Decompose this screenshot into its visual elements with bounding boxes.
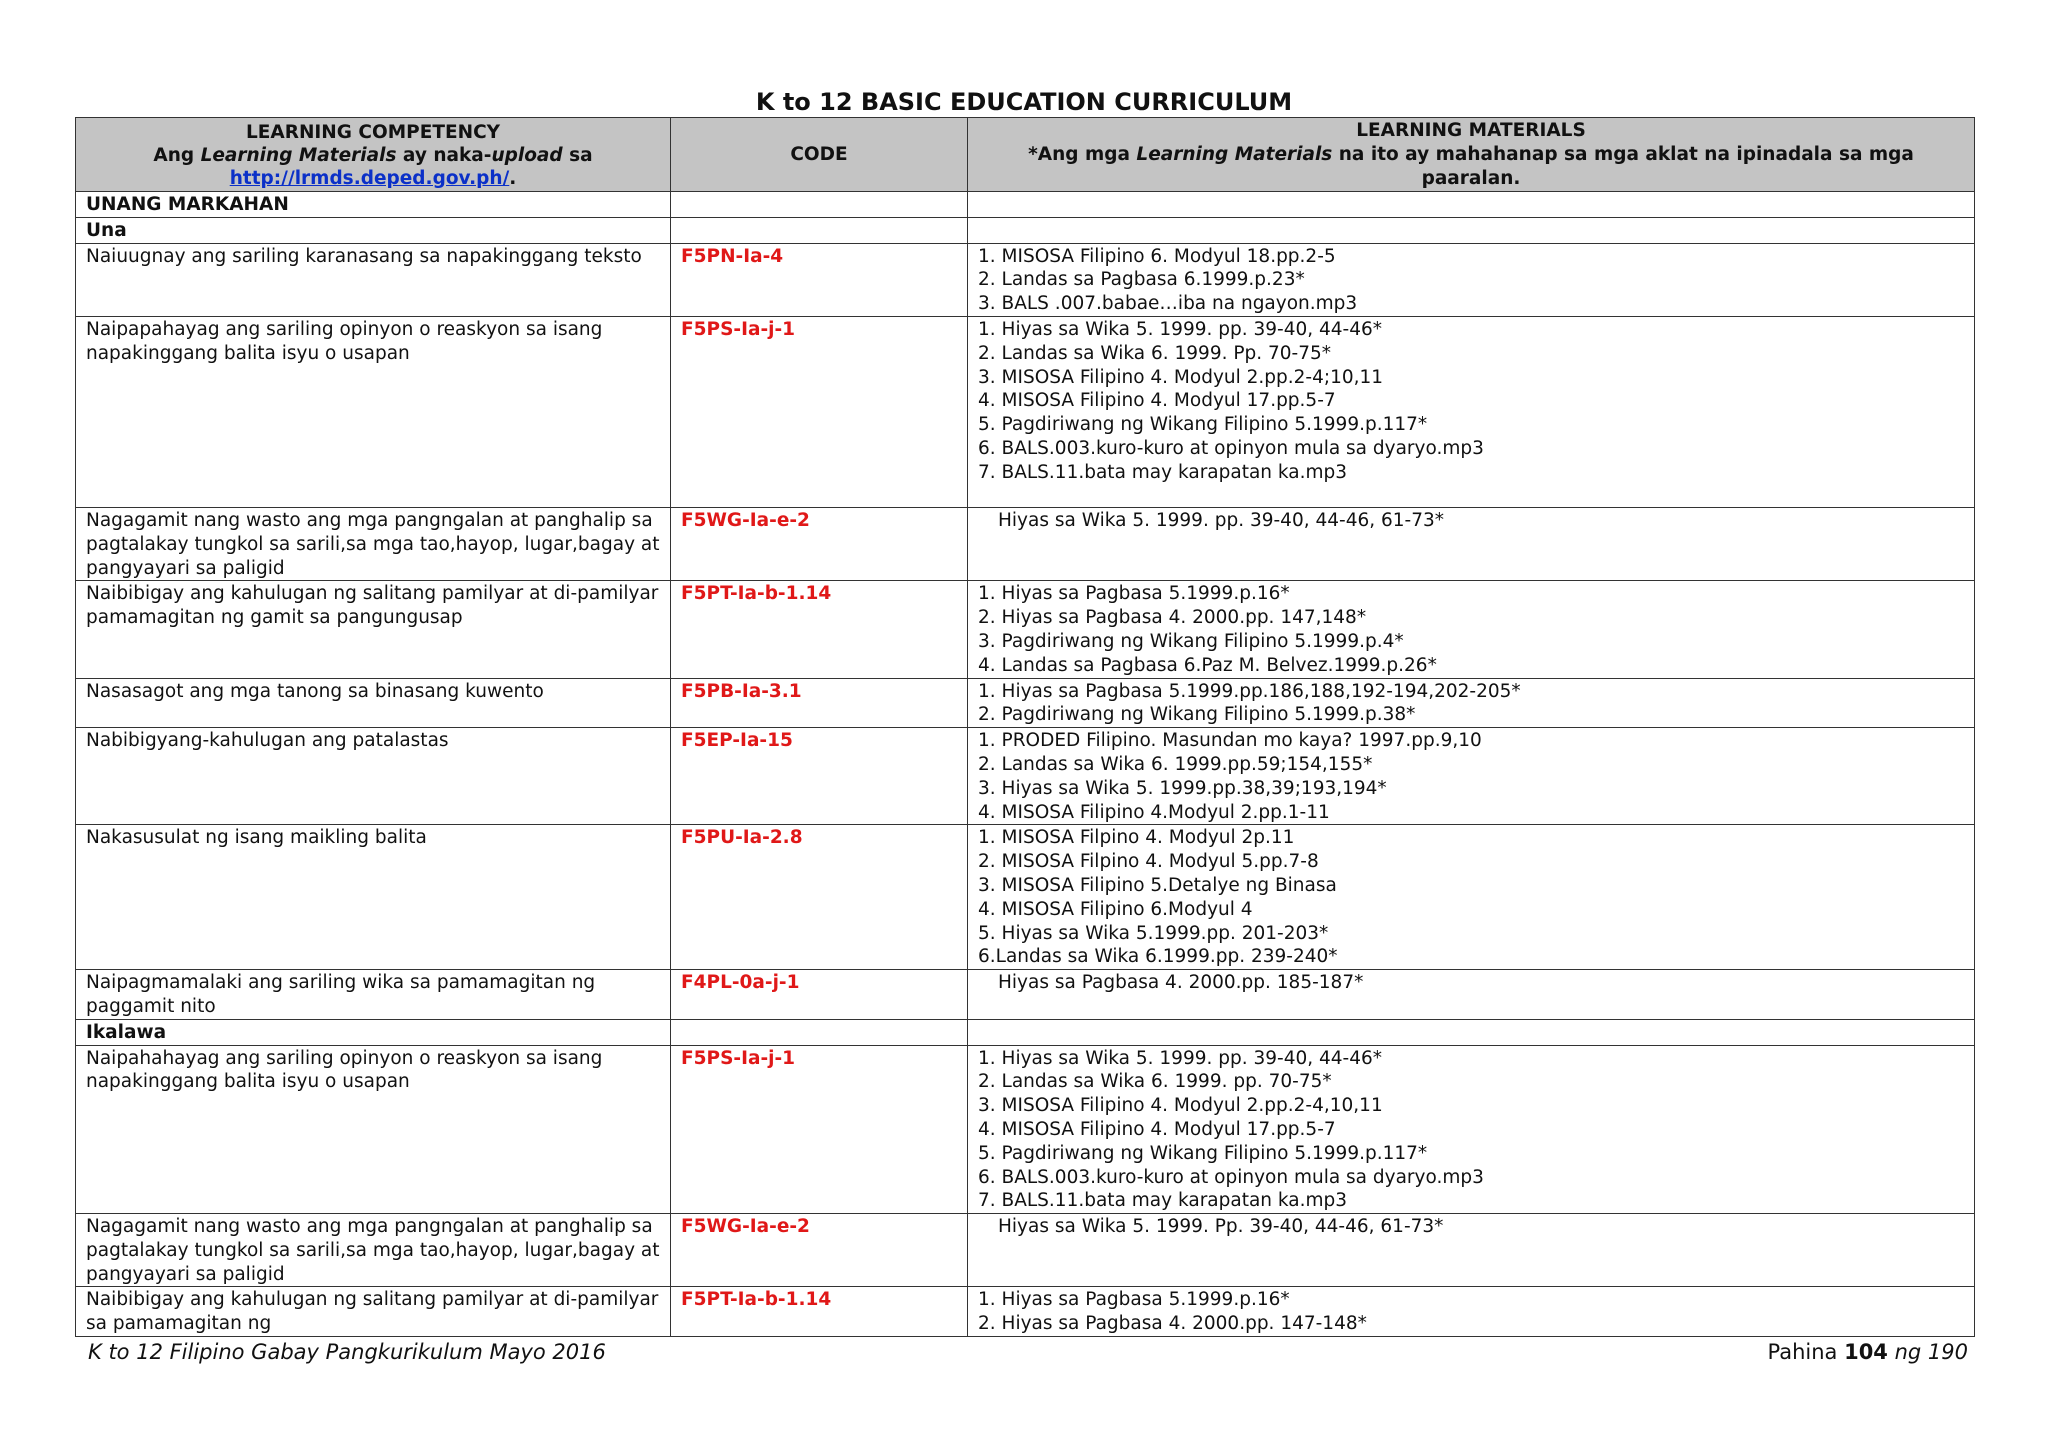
competency-cell: Naibibigay ang kahulugan ng salitang pamilyar at di-pamilyar sa pamamagitan ng xyxy=(76,1287,671,1337)
code-cell: F5WG-Ia-e-2 xyxy=(671,1214,968,1287)
table-row xyxy=(76,581,1975,678)
competency-cell: Naibibigay ang kahulugan ng salitang pamilyar at di-pamilyar pamamagitan ng gamit sa pangungusap xyxy=(76,581,671,678)
competency-cell: Naiuugnay ang sariling karanasang sa napakinggang teksto xyxy=(76,243,671,316)
material-item: 4. MISOSA Filipino 4.Modyul 2.pp.1-11 xyxy=(978,801,1330,823)
material-item: 1. Hiyas sa Pagbasa 5.1999.pp.186,188,192-194,202-205* xyxy=(978,680,1521,702)
section-row xyxy=(76,192,1975,218)
material-item: 2. Landas sa Pagbasa 6.1999.p.23* xyxy=(978,269,1305,291)
empty-cell xyxy=(671,217,968,243)
materials-cell xyxy=(968,825,1975,970)
table-body xyxy=(76,192,1975,1337)
code-cell: F5PB-Ia-3.1 xyxy=(671,678,968,728)
material-item: 1. PRODED Filipino. Masundan mo kaya? 1997.pp.9,10 xyxy=(978,730,1482,752)
material-item: 6.Landas sa Wika 6.1999.pp. 239-240* xyxy=(978,946,1338,968)
table-row xyxy=(76,678,1975,728)
empty-cell xyxy=(968,217,1975,243)
section-row xyxy=(76,1019,1975,1045)
competency-cell: Nasasagot ang mga tanong sa binasang kuwento xyxy=(76,678,671,728)
materials-cell xyxy=(968,1045,1975,1214)
code-cell: F5PS-Ia-j-1 xyxy=(671,316,968,507)
material-item: 6. BALS.003.kuro-kuro at opinyon mula sa dyaryo.mp3 xyxy=(978,1166,1484,1188)
materials-cell xyxy=(968,1287,1975,1337)
material-item: 3. MISOSA Filipino 4. Modyul 2.pp.2-4;10,11 xyxy=(978,366,1384,388)
empty-cell xyxy=(671,1019,968,1045)
material-item: 4. MISOSA Filipino 4. Modyul 17.pp.5-7 xyxy=(978,390,1336,412)
competency-cell: Nagagamit nang wasto ang mga pangngalan at panghalip sa pagtalakay tungkol sa sarili,sa mga tao,hayop, lugar,bagay at pangyayari sa paligid xyxy=(76,507,671,580)
material-item: 1. MISOSA Filpino 4. Modyul 2p.11 xyxy=(978,827,1295,849)
section-row xyxy=(76,217,1975,243)
footer-document-title: K to 12 Filipino Gabay Pangkurikulum Mayo 2016 xyxy=(88,1340,606,1364)
materials-cell xyxy=(968,1214,1975,1287)
competency-cell: Naipagmamalaki ang sariling wika sa pamamagitan ng paggamit nito xyxy=(76,970,671,1020)
code-cell: F5PT-Ia-b-1.14 xyxy=(671,581,968,678)
material-item: 3. Pagdiriwang ng Wikang Filipino 5.1999.p.4* xyxy=(978,630,1404,652)
material-item: 1. MISOSA Filipino 6. Modyul 18.pp.2-5 xyxy=(978,245,1336,267)
code-cell: F5WG-Ia-e-2 xyxy=(671,507,968,580)
material-item: Hiyas sa Wika 5. 1999. Pp. 39-40, 44-46, 61-73* xyxy=(998,1216,1444,1238)
competency-cell: Nakasusulat ng isang maikling balita xyxy=(76,825,671,970)
material-item: Hiyas sa Pagbasa 4. 2000.pp. 185-187* xyxy=(998,972,1364,994)
header-learning-materials: LEARNING MATERIALS *Ang mga Learning Materials na ito ay mahahanap sa mga aklat na ipinadala sa mga paaralan. xyxy=(968,118,1975,192)
code-cell: F5PN-Ia-4 xyxy=(671,243,968,316)
material-item: 2. Hiyas sa Pagbasa 4. 2000.pp. 147-148* xyxy=(978,1313,1367,1335)
material-item: 3. BALS .007.babae…iba na ngayon.mp3 xyxy=(978,293,1358,315)
header-learning-competency: LEARNING COMPETENCY Ang Learning Materials ay naka-upload sa http://lrmds.deped.gov.ph/. xyxy=(76,118,671,192)
table-row xyxy=(76,1045,1975,1214)
competency-cell: Nabibigyang-kahulugan ang patalastas xyxy=(76,728,671,825)
material-item: 2. Landas sa Wika 6. 1999. pp. 70-75* xyxy=(978,1071,1332,1093)
competency-cell: Naipahahayag ang sariling opinyon o reaskyon sa isang napakinggang balita isyu o usapan xyxy=(76,1045,671,1214)
empty-cell xyxy=(968,1019,1975,1045)
materials-cell xyxy=(968,243,1975,316)
footer-page-number: Pahina 104 ng 190 xyxy=(1767,1340,1968,1364)
material-item: 7. BALS.11.bata may karapatan ka.mp3 xyxy=(978,461,1348,483)
materials-cell xyxy=(968,970,1975,1020)
materials-cell xyxy=(968,507,1975,580)
material-item: 5. Pagdiriwang ng Wikang Filipino 5.1999.p.117* xyxy=(978,414,1428,436)
materials-cell xyxy=(968,316,1975,507)
table-row xyxy=(76,507,1975,580)
material-item: 5. Hiyas sa Wika 5.1999.pp. 201-203* xyxy=(978,922,1329,944)
header-code: CODE xyxy=(671,118,968,192)
material-item: 2. Landas sa Wika 6. 1999. Pp. 70-75* xyxy=(978,342,1332,364)
header-materials-title: LEARNING MATERIALS xyxy=(1356,120,1586,141)
lrmds-link[interactable]: http://lrmds.deped.gov.ph/ xyxy=(229,167,510,189)
table-row xyxy=(76,970,1975,1020)
material-item: 5. Pagdiriwang ng Wikang Filipino 5.1999.p.117* xyxy=(978,1142,1428,1164)
section-label: Una xyxy=(76,217,671,243)
material-item: 3. MISOSA Filipino 5.Detalye ng Binasa xyxy=(978,874,1337,896)
material-item: 3. MISOSA Filipino 4. Modyul 2.pp.2-4,10,11 xyxy=(978,1095,1383,1117)
table-row xyxy=(76,825,1975,970)
material-item: 1. Hiyas sa Wika 5. 1999. pp. 39-40, 44-46* xyxy=(978,318,1383,340)
empty-cell xyxy=(968,192,1975,218)
table-row xyxy=(76,1214,1975,1287)
header-competency-title: LEARNING COMPETENCY xyxy=(245,121,501,143)
material-item: 1. Hiyas sa Pagbasa 5.1999.p.16* xyxy=(978,1289,1290,1311)
material-item: 4. Landas sa Pagbasa 6.Paz M. Belvez.1999.p.26* xyxy=(978,654,1437,676)
page-title: K to 12 BASIC EDUCATION CURRICULUM xyxy=(755,88,1293,116)
material-item: 1. Hiyas sa Wika 5. 1999. pp. 39-40, 44-46* xyxy=(978,1047,1383,1069)
curriculum-table xyxy=(75,117,1975,1337)
material-item: 1. Hiyas sa Pagbasa 5.1999.p.16* xyxy=(978,583,1290,605)
material-item: 2. Hiyas sa Pagbasa 4. 2000.pp. 147,148* xyxy=(978,607,1367,629)
material-item: 2. Pagdiriwang ng Wikang Filipino 5.1999.p.38* xyxy=(978,704,1416,726)
table-row xyxy=(76,316,1975,507)
material-item: 6. BALS.003.kuro-kuro at opinyon mula sa dyaryo.mp3 xyxy=(978,437,1484,459)
table-header-row xyxy=(76,118,1975,192)
material-item: 2. Landas sa Wika 6. 1999.pp.59;154,155* xyxy=(978,753,1373,775)
competency-cell: Nagagamit nang wasto ang mga pangngalan at panghalip sa pagtalakay tungkol sa sarili,sa mga tao,hayop, lugar,bagay at pangyayari sa paligid xyxy=(76,1214,671,1287)
material-item: 4. MISOSA Filipino 6.Modyul 4 xyxy=(978,898,1253,920)
material-item: Hiyas sa Wika 5. 1999. pp. 39-40, 44-46, 61-73* xyxy=(998,509,1445,531)
table-row xyxy=(76,1287,1975,1337)
empty-cell xyxy=(671,192,968,218)
material-item: 2. MISOSA Filpino 4. Modyul 5.pp.7-8 xyxy=(978,851,1319,873)
code-cell: F4PL-0a-j-1 xyxy=(671,970,968,1020)
section-label: Ikalawa xyxy=(76,1019,671,1045)
competency-cell: Naipapahayag ang sariling opinyon o reaskyon sa isang napakinggang balita isyu o usapan xyxy=(76,316,671,507)
table-row xyxy=(76,243,1975,316)
section-label: UNANG MARKAHAN xyxy=(76,192,671,218)
material-item: 3. Hiyas sa Wika 5. 1999.pp.38,39;193,194* xyxy=(978,777,1387,799)
code-cell: F5PT-Ia-b-1.14 xyxy=(671,1287,968,1337)
materials-cell xyxy=(968,678,1975,728)
code-cell: F5PS-Ia-j-1 xyxy=(671,1045,968,1214)
code-cell: F5EP-Ia-15 xyxy=(671,728,968,825)
materials-cell xyxy=(968,581,1975,678)
code-cell: F5PU-Ia-2.8 xyxy=(671,825,968,970)
material-item: 7. BALS.11.bata may karapatan ka.mp3 xyxy=(978,1190,1348,1212)
materials-cell xyxy=(968,728,1975,825)
table-row xyxy=(76,728,1975,825)
material-item: 4. MISOSA Filipino 4. Modyul 17.pp.5-7 xyxy=(978,1118,1336,1140)
